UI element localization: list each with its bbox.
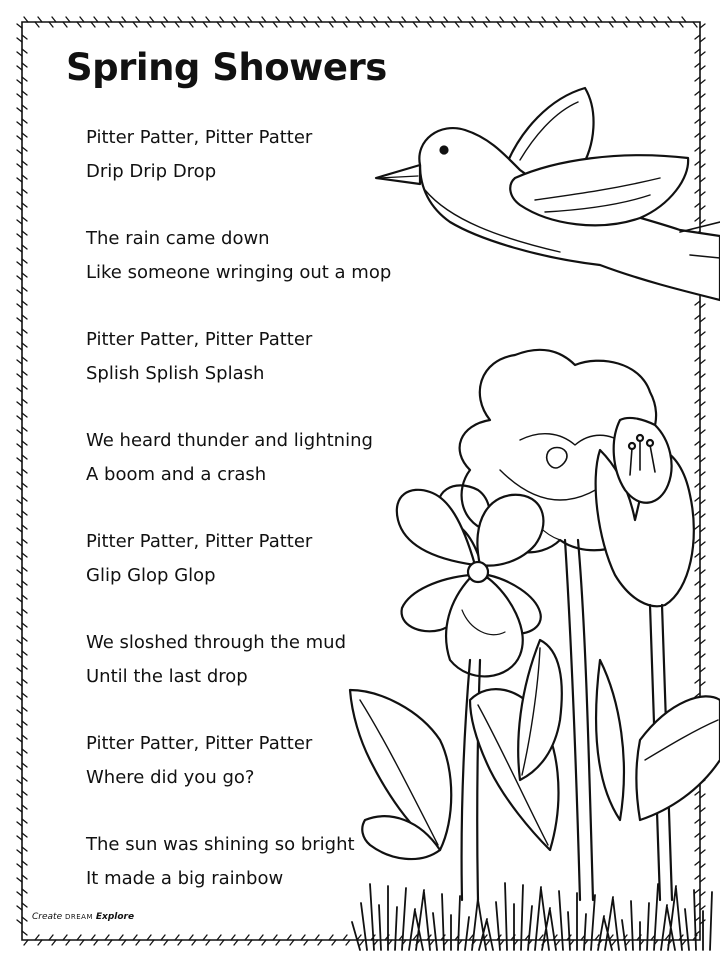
poem-line: Glip Glop Glop <box>86 565 216 586</box>
poem-line: Like someone wringing out a mop <box>86 262 392 283</box>
poem-line: We heard thunder and lightning <box>86 430 373 451</box>
grass-icon <box>352 883 712 950</box>
credit-create: Create <box>32 912 63 922</box>
poem-line: It made a big rainbow <box>86 868 284 889</box>
poem-line: Pitter Patter, Pitter Patter <box>86 329 313 350</box>
poem-line: We sloshed through the mud <box>86 632 347 653</box>
poem-title: Spring Showers <box>66 46 387 89</box>
poem-line: The sun was shining so bright <box>86 834 355 855</box>
poem-line: Pitter Patter, Pitter Patter <box>86 733 313 754</box>
poem-line: A boom and a crash <box>86 464 267 485</box>
poem-line: Where did you go? <box>86 767 255 788</box>
credit-explore: Explore <box>95 912 135 922</box>
bird-icon <box>376 88 720 300</box>
poem-line: Pitter Patter, Pitter Patter <box>86 531 313 552</box>
poem-line: Pitter Patter, Pitter Patter <box>86 127 313 148</box>
poem-line: Until the last drop <box>86 666 248 687</box>
poem-line: Drip Drip Drop <box>86 161 217 182</box>
publisher-credit <box>32 912 134 922</box>
credit-dream: DREAM <box>64 913 93 921</box>
poem-line: The rain came down <box>86 228 270 249</box>
poem-line: Splish Splish Splash <box>86 363 265 384</box>
